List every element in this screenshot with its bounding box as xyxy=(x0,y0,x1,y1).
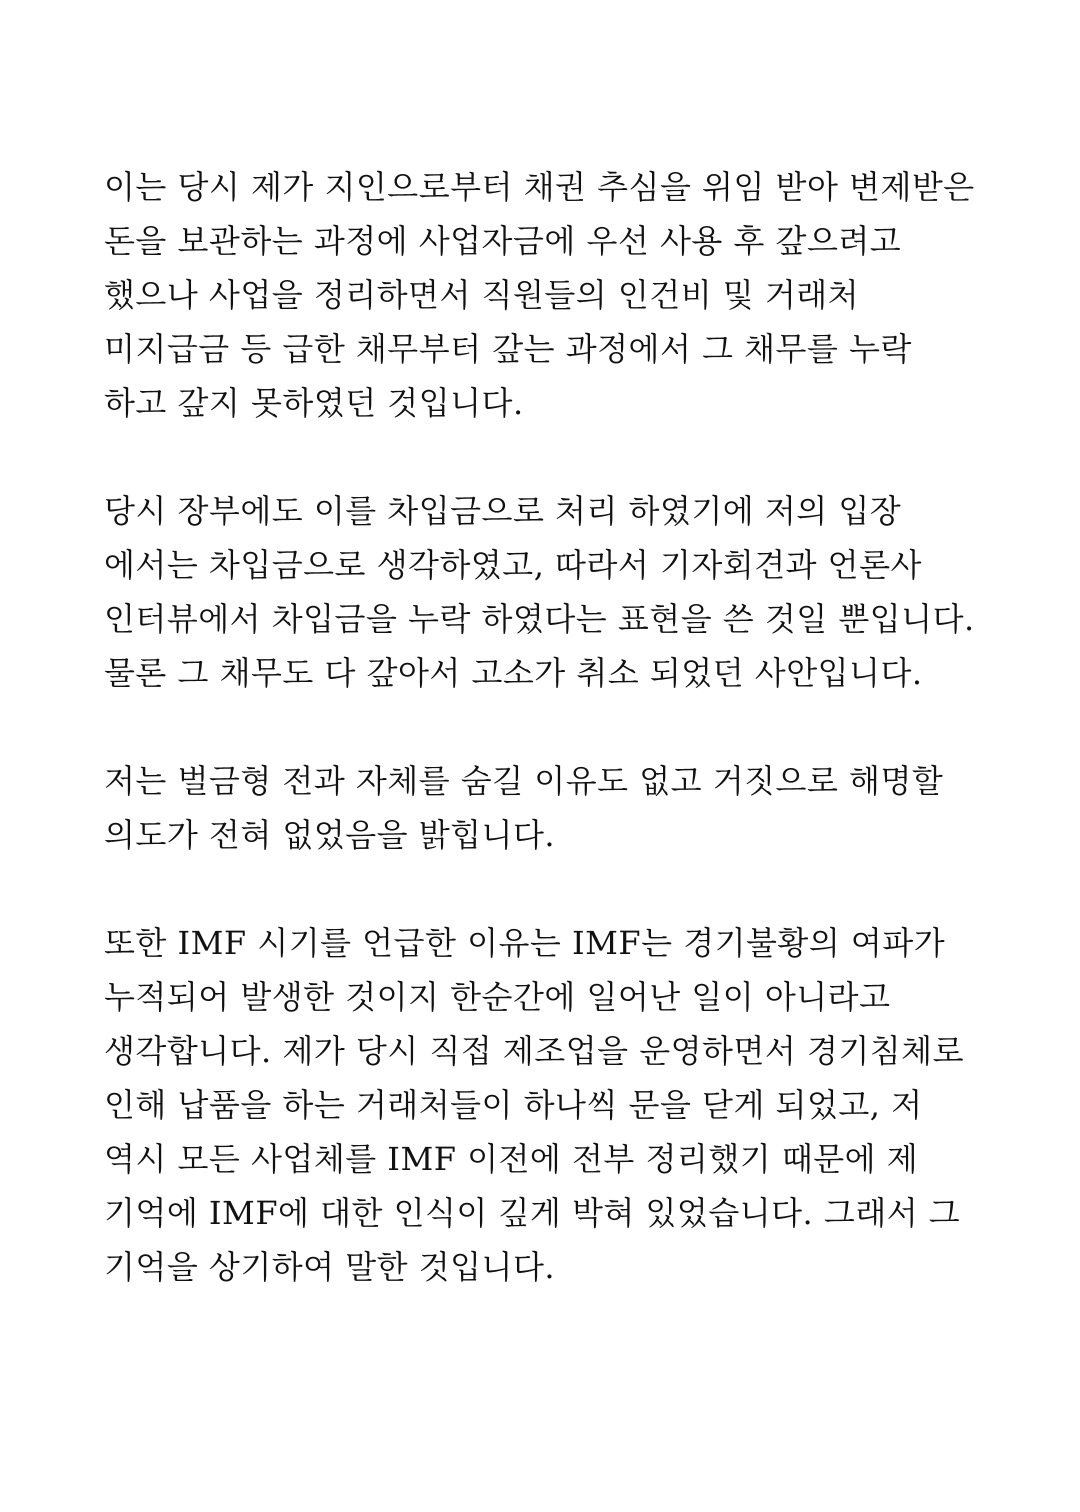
text-line: 또한 IMF 시기를 언급한 이유는 IMF는 경기불황의 여파가 xyxy=(104,924,946,962)
text-line: 생각합니다. 제가 당시 직접 제조업을 운영하면서 경기침체로 xyxy=(104,1032,965,1070)
text-line: 하고 갚지 못하였던 것입니다. xyxy=(104,384,524,422)
paragraph-3 xyxy=(104,754,1020,862)
paragraph-1 xyxy=(104,160,1020,430)
text-line: 당시 장부에도 이를 차입금으로 처리 하였기에 저의 입장 xyxy=(104,492,902,530)
text-line: 인터뷰에서 차입금을 누락 하였다는 표현을 쓴 것일 뿐입니다. xyxy=(104,600,975,638)
text-line: 역시 모든 사업체를 IMF 이전에 전부 정리했기 때문에 제 xyxy=(104,1140,919,1178)
text-line: 에서는 차입금으로 생각하였고, 따라서 기자회견과 언론사 xyxy=(104,546,922,584)
text-line: 저는 벌금형 전과 자체를 숨길 이유도 없고 거짓으로 해명할 xyxy=(104,762,944,800)
text-line: 돈을 보관하는 과정에 사업자금에 우선 사용 후 갚으려고 xyxy=(104,222,902,260)
text-line: 인해 납품을 하는 거래처들이 하나씩 문을 닫게 되었고, 저 xyxy=(104,1086,923,1124)
text-line: 의도가 전혀 없었음을 밝힙니다. xyxy=(104,816,556,854)
text-line: 미지급금 등 급한 채무부터 갚는 과정에서 그 채무를 누락 xyxy=(104,330,912,368)
text-line: 물론 그 채무도 다 갚아서 고소가 취소 되었던 사안입니다. xyxy=(104,654,923,692)
paragraph-4 xyxy=(104,916,1020,1294)
text-line: 누적되어 발생한 것이지 한순간에 일어난 일이 아니라고 xyxy=(104,978,891,1016)
paragraph-2 xyxy=(104,484,1020,700)
text-line: 기억에 IMF에 대한 인식이 깊게 박혀 있었습니다. 그래서 그 xyxy=(104,1194,961,1232)
text-line: 했으나 사업을 정리하면서 직원들의 인건비 및 거래처 xyxy=(104,276,860,314)
text-line: 기억을 상기하여 말한 것입니다. xyxy=(104,1248,556,1286)
text-line: 이는 당시 제가 지인으로부터 채권 추심을 위임 받아 변제받은 xyxy=(104,168,975,206)
